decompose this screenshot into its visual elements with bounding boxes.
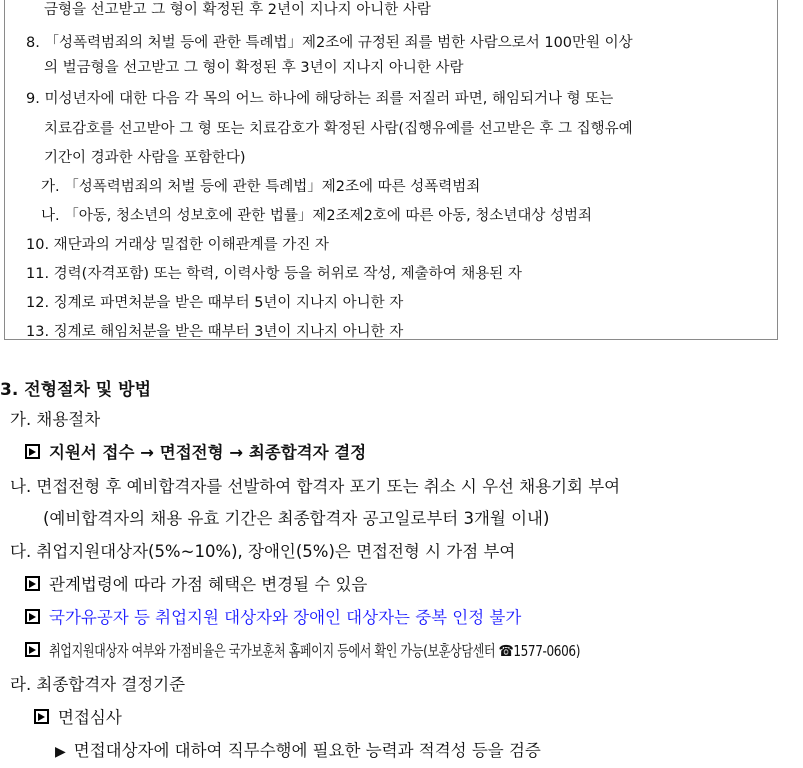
interview-detail-row [55, 740, 541, 763]
process-row [25, 442, 366, 464]
interview-label: 면접심사 [58, 708, 122, 727]
box-line-3: 의 벌금형을 선고받고 그 형이 확정된 후 3년이 지나지 아니한 사람 [44, 60, 464, 76]
note-row-1 [25, 574, 367, 596]
box-line-5: 치료감호를 선고받아 그 형 또는 치료감호가 확정된 사람(집행유예를 선고받은 후 그 집행유예 [44, 121, 633, 137]
box-line-12: 13. 징계로 해임처분을 받은 때부터 3년이 지나지 아니한 자 [26, 324, 404, 340]
arrow-box-icon [25, 444, 40, 459]
box-line-2: 8. 「성폭력범죄의 처벌 등에 관한 특례법」제2조에 규정된 죄를 범한 사람으로서 100만원 이상 [26, 35, 633, 51]
item-na-2: (예비합격자의 채용 유효 기간은 최종합격자 공고일로부터 3개월 이내) [43, 509, 550, 528]
box-line-1: 금형을 선고받고 그 형이 확정된 후 2년이 지나지 아니한 사람 [44, 2, 431, 18]
box-line-6: 기간이 경과한 사람을 포함한다) [44, 150, 246, 166]
box-line-4: 9. 미성년자에 대한 다음 각 목의 어느 하나에 해당하는 죄를 저질러 파면, 해임되거나 형 또는 [26, 91, 614, 107]
box-line-7: 가. 「성폭력범죄의 처벌 등에 관한 특례법」제2조에 따른 성폭력범죄 [41, 179, 481, 195]
item-ra: 라. 최종합격자 결정기준 [10, 675, 186, 694]
box-line-10: 11. 경력(자격포함) 또는 학력, 이력사항 등을 허위로 작성, 제출하여 채용된 자 [26, 266, 522, 282]
interview-row [34, 707, 122, 729]
section-title: 3. 전형절차 및 방법 [0, 380, 151, 400]
note-text-3: 취업지원대상자 여부와 가점비율은 국가보훈처 홈페이지 등에서 확인 가능(보훈상담센터 ☎1577-0606) [49, 642, 581, 660]
interview-detail-text: 면접대상자에 대하여 직무수행에 필요한 능력과 적격성 등을 검증 [73, 741, 541, 760]
triangle-bullet-icon: ▶ [55, 744, 66, 760]
item-da: 다. 취업지원대상자(5%~10%), 장애인(5%)은 면접전형 시 가점 부여 [10, 542, 516, 561]
box-line-9: 10. 재단과의 거래상 밀접한 이해관계를 가진 자 [26, 237, 329, 253]
item-na-1: 나. 면접전형 후 예비합격자를 선발하여 합격자 포기 또는 취소 시 우선 채용기회 부여 [10, 477, 621, 496]
arrow-box-icon [25, 642, 40, 657]
note-row-2 [25, 607, 521, 629]
arrow-box-icon [25, 576, 40, 591]
item-ga: 가. 채용절차 [10, 410, 101, 429]
note-text-1: 관계법령에 따라 가점 혜택은 변경될 수 있음 [49, 575, 368, 594]
box-line-11: 12. 징계로 파면처분을 받은 때부터 5년이 지나지 아니한 자 [26, 295, 404, 311]
arrow-box-icon [25, 609, 40, 624]
arrow-box-icon [34, 709, 49, 724]
note-row-3 [25, 640, 730, 662]
box-line-8: 나. 「아동, 청소년의 성보호에 관한 법률」제2조제2호에 따른 아동, 청소년대상 성범죄 [41, 208, 592, 224]
note-text-2: 국가유공자 등 취업지원 대상자와 장애인 대상자는 중복 인정 불가 [49, 608, 522, 627]
process-text: 지원서 접수 → 면접전형 → 최종합격자 결정 [49, 443, 367, 462]
